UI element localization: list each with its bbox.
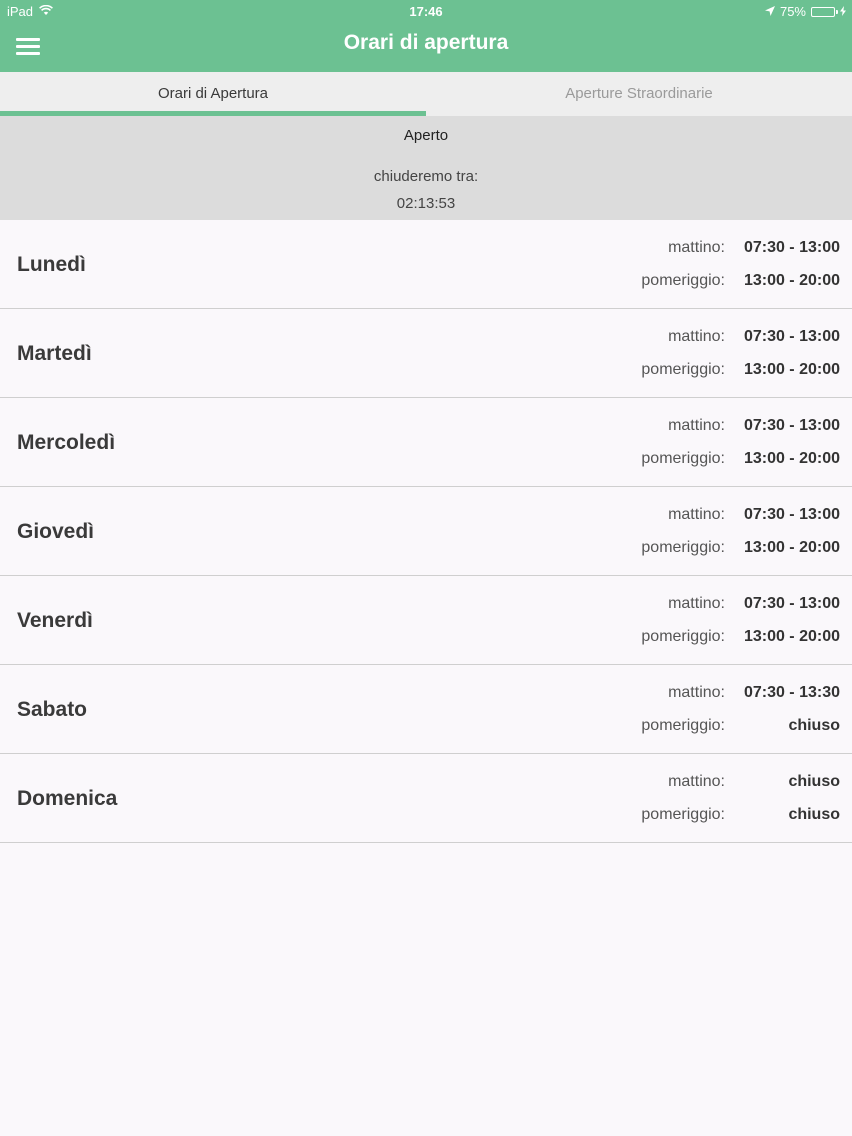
- day-name: Domenica: [17, 787, 118, 810]
- morning-label: mattino:: [668, 417, 725, 434]
- day-row: [0, 487, 852, 576]
- afternoon-hours: 13:00 - 20:00: [743, 272, 840, 289]
- status-right: [765, 4, 846, 19]
- tab-bar: [0, 72, 852, 116]
- morning-slot: [605, 505, 840, 525]
- open-status-text: Aperto: [403, 127, 449, 144]
- morning-hours: 07:30 - 13:00: [743, 595, 840, 612]
- afternoon-slot: [605, 627, 840, 647]
- afternoon-hours: chiuso: [788, 806, 840, 823]
- afternoon-hours: chiuso: [788, 717, 840, 734]
- morning-label: mattino:: [668, 773, 725, 790]
- page-title: Orari di apertura: [343, 31, 509, 54]
- afternoon-slot: [605, 449, 840, 469]
- morning-hours: 07:30 - 13:30: [743, 684, 840, 701]
- morning-slot: [605, 238, 840, 258]
- day-row: [0, 665, 852, 754]
- morning-slot: [605, 594, 840, 614]
- day-row: [0, 576, 852, 665]
- afternoon-hours: 13:00 - 20:00: [743, 361, 840, 378]
- afternoon-label: pomeriggio:: [641, 450, 725, 467]
- afternoon-label: pomeriggio:: [641, 272, 725, 289]
- morning-label: mattino:: [668, 328, 725, 345]
- day-row: [0, 398, 852, 487]
- open-status-panel: [0, 116, 852, 220]
- afternoon-slot: [605, 360, 840, 380]
- afternoon-slot: [605, 716, 840, 736]
- device-name: iPad: [7, 4, 34, 19]
- morning-hours: 07:30 - 13:00: [743, 239, 840, 256]
- morning-slot: [605, 327, 840, 347]
- day-name: Sabato: [17, 698, 88, 721]
- afternoon-label: pomeriggio:: [641, 806, 725, 823]
- morning-slot: [605, 683, 840, 703]
- day-row: [0, 220, 852, 309]
- morning-hours: 07:30 - 13:00: [743, 417, 840, 434]
- afternoon-slot: [605, 271, 840, 291]
- morning-hours: 07:30 - 13:00: [743, 506, 840, 523]
- afternoon-label: pomeriggio:: [641, 717, 725, 734]
- morning-hours: chiuso: [788, 773, 840, 790]
- battery-percent: 75%: [779, 4, 806, 19]
- afternoon-hours: 13:00 - 20:00: [743, 539, 840, 556]
- closing-label: chiuderemo tra:: [373, 168, 479, 185]
- afternoon-label: pomeriggio:: [641, 539, 725, 556]
- status-time: 17:46: [409, 4, 443, 19]
- day-name: Mercoledì: [17, 431, 116, 454]
- app-header: [0, 0, 852, 72]
- day-name: Venerdì: [17, 609, 93, 632]
- afternoon-hours: 13:00 - 20:00: [743, 450, 840, 467]
- day-row: [0, 309, 852, 398]
- status-bar: [0, 0, 852, 24]
- weekly-hours-list: [0, 220, 852, 843]
- afternoon-slot: [605, 538, 840, 558]
- afternoon-label: pomeriggio:: [641, 628, 725, 645]
- tab-aperture-straordinarie[interactable]: Aperture Straordinarie: [565, 85, 713, 102]
- day-name: Giovedì: [17, 520, 95, 543]
- afternoon-label: pomeriggio:: [641, 361, 725, 378]
- morning-slot: [605, 772, 840, 792]
- charging-icon: [840, 4, 846, 19]
- morning-hours: 07:30 - 13:00: [743, 328, 840, 345]
- morning-label: mattino:: [668, 595, 725, 612]
- closing-countdown: 02:13:53: [396, 195, 456, 212]
- day-row: [0, 754, 852, 843]
- day-name: Lunedì: [17, 253, 86, 276]
- morning-label: mattino:: [668, 506, 725, 523]
- battery-icon: [811, 7, 835, 17]
- morning-label: mattino:: [668, 684, 725, 701]
- location-arrow-icon: [765, 4, 775, 19]
- morning-label: mattino:: [668, 239, 725, 256]
- morning-slot: [605, 416, 840, 436]
- tab-orari-di-apertura[interactable]: Orari di Apertura: [0, 72, 426, 116]
- afternoon-slot: [605, 805, 840, 825]
- day-name: Martedì: [17, 342, 92, 365]
- afternoon-hours: 13:00 - 20:00: [743, 628, 840, 645]
